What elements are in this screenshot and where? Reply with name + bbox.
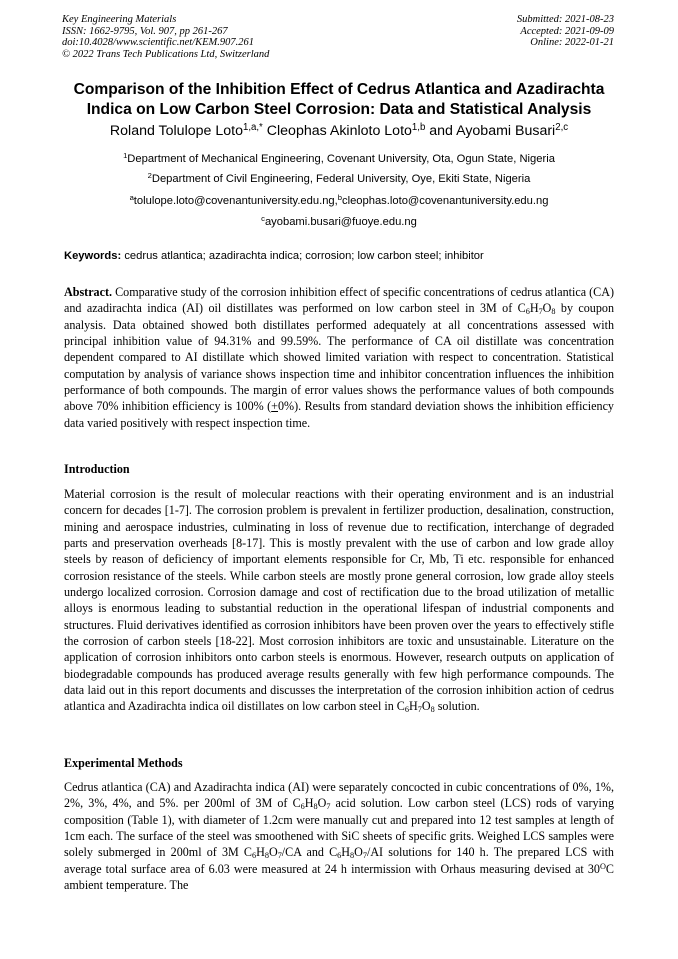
formula-element: H bbox=[341, 845, 350, 860]
email-a-mark: a bbox=[129, 193, 134, 203]
online-date: Online: 2022-01-21 bbox=[530, 37, 614, 48]
formula-sub: 8 bbox=[350, 851, 355, 861]
affiliation-2-mark: 2 bbox=[147, 171, 152, 181]
formula-element: H bbox=[408, 699, 418, 714]
keywords-label: Keywords: bbox=[64, 250, 122, 262]
email-a[interactable]: tolulope.loto@covenantuniversity.edu.ng, bbox=[133, 195, 338, 207]
methods-body bbox=[64, 779, 614, 893]
copyright: © 2022 Trans Tech Publications Ltd, Switzerland bbox=[62, 48, 270, 60]
formula-sub: 7 bbox=[277, 851, 282, 861]
methods-text-4: /AI solutions for 140 h. The prepared LCS with average total surface area of 6.03 were measured at 24 h intermission with Orhaus measuring devised at 30 bbox=[64, 845, 614, 876]
formula-element: H bbox=[256, 845, 265, 860]
email-c-mark: c bbox=[261, 214, 265, 224]
email-b-mark: b bbox=[337, 193, 342, 203]
email-c[interactable]: ayobami.busari@fuoye.edu.ng bbox=[264, 216, 417, 228]
accepted-date: Accepted: 2021-09-09 bbox=[520, 25, 614, 37]
formula-sub: 6 bbox=[252, 851, 257, 861]
methods-text-2: acid solution. Low carbon steel (LCS) rods of varying composition (Table 1), with diameter of 1.2cm were manually cut and prepared into 12 test samples at length of 1cm each. The surface of the steel was smoothened with SiC sheets of specific grits. Weighed LCS samples were solely submerged in 200ml of 3M C bbox=[64, 796, 614, 860]
introduction-text-1: Material corrosion is the result of molecular reactions with their operating environment and is an industrial concern for decades [1-7]. The corrosion problem is prevalent in fertilizer production, desalination, construction, mining and aerospace industries, culminating in loss of revenue due to rectification, interchange of degraded parts and preservation overheads [8-17]. This is mostly prevalent with the use of carbon and low grade alloy steels by reason of deficiency of important elements responsible for Cr, Mb, Ti etc. responsible for enhanced corrosion resistance of the steels. While carbon steels are mostly prone general corrosion, low grade alloy steels undergo localized corrosion. Corrosion damage and cost of rectification due to the broad utilization of metallic alloys is enormous leading to substantial reduction in the operational lifespan of industrial components and structures. Fluid derivatives identified as corrosion inhibitors have been proven over the years to effectively stifle the corrosion of carbon steels [18-22]. Most corrosion inhibitors are toxic and unsustainable. Literature on the application of corrosion inhibitors onto carbon steels is enormous. However, research outputs on application of biodegradable compounds has produced average results generally with few high performance compounds. The data laid out in this report documents and discusses the interpretation of the corrosion inhibition action of cedrus atlantica and Azadirachta indica oil distillates on low carbon steel in C bbox=[64, 487, 614, 714]
formula-element: H bbox=[304, 796, 314, 811]
formula-sub: 7 bbox=[326, 802, 331, 812]
paper-title bbox=[40, 80, 638, 119]
affiliation-2 bbox=[40, 172, 638, 186]
author-1: Roland Tolulope Loto bbox=[109, 123, 243, 139]
journal-name: Key Engineering Materials bbox=[62, 14, 177, 25]
formula-element: O bbox=[354, 845, 363, 860]
introduction-text-2: solution. bbox=[434, 699, 480, 714]
formula-element: O bbox=[421, 699, 431, 714]
author-2-marks: 1,b bbox=[411, 122, 426, 134]
formula-element: H bbox=[529, 301, 539, 316]
keywords-text: cedrus atlantica; azadirachta indica; corrosion; low carbon steel; inhibitor bbox=[124, 250, 484, 262]
affiliation-2-text: Department of Civil Engineering, Federal University, Oye, Ekiti State, Nigeria bbox=[151, 173, 531, 185]
abstract-text-3: 0%). Results from standard deviation shows the inhibition efficiency data varied positively with respect inspection time. bbox=[64, 399, 614, 430]
formula-sub: 7 bbox=[362, 851, 367, 861]
formula-sub: 8 bbox=[313, 802, 318, 812]
formula-sub: 8 bbox=[551, 307, 556, 317]
formula-sub: 6 bbox=[337, 851, 342, 861]
email-line-1 bbox=[40, 194, 638, 208]
introduction-body bbox=[64, 486, 614, 715]
introduction-heading: Introduction bbox=[64, 462, 130, 476]
formula-sub: 6 bbox=[404, 705, 409, 715]
author-1-marks: 1,a,* bbox=[242, 122, 263, 134]
abstract bbox=[64, 284, 614, 431]
abstract-text-1: Comparative study of the corrosion inhibition effect of specific concentrations of cedrus atlantica (CA) and azadirachta indica (AI) oil distillates was performed on low carbon steel in 3M of C bbox=[64, 285, 614, 316]
keywords bbox=[64, 249, 616, 263]
affiliation-1-mark: 1 bbox=[123, 151, 128, 161]
author-2: Cleophas Akinloto Loto bbox=[266, 123, 412, 139]
formula-element: O bbox=[542, 301, 552, 316]
email-b[interactable]: cleophas.loto@covenantuniversity.edu.ng bbox=[341, 195, 549, 207]
author-3: Ayobami Busari bbox=[456, 123, 556, 139]
affiliation-1-text: Department of Mechanical Engineering, Covenant University, Ota, Ogun State, Nigeria bbox=[127, 153, 555, 165]
title-line-2: Indica on Low Carbon Steel Corrosion: Data and Statistical Analysis bbox=[86, 100, 592, 118]
email-line-2 bbox=[40, 215, 638, 229]
issn-volume: ISSN: 1662-9795, Vol. 907, pp 261-267 bbox=[62, 25, 228, 37]
affiliation-1 bbox=[40, 152, 638, 166]
degree-mark: O bbox=[599, 861, 606, 871]
formula-sub: 6 bbox=[300, 802, 305, 812]
title-line-1: Comparison of the Inhibition Effect of Cedrus Atlantica and Azadirachta bbox=[73, 81, 605, 98]
formula-sub: 8 bbox=[264, 851, 269, 861]
dates-header bbox=[517, 14, 614, 49]
abstract-label: Abstract. bbox=[64, 285, 113, 299]
author-3-marks: 2,c bbox=[555, 122, 569, 134]
formula-element: O bbox=[317, 796, 327, 811]
submitted-date: Submitted: 2021-08-23 bbox=[516, 14, 614, 25]
methods-text-5: C ambient temperature. The bbox=[64, 861, 614, 893]
plus-minus-sign: + bbox=[271, 399, 278, 414]
doi: doi:10.4028/www.scientific.net/KEM.907.261 bbox=[62, 37, 254, 48]
methods-heading: Experimental Methods bbox=[64, 756, 183, 770]
formula-sub: 7 bbox=[417, 705, 422, 715]
author-conjunction: and bbox=[429, 123, 453, 139]
formula-sub: 6 bbox=[525, 307, 530, 317]
methods-text-3: /CA and C bbox=[281, 845, 338, 860]
journal-header bbox=[62, 14, 269, 60]
author-list bbox=[40, 122, 638, 140]
formula-element: O bbox=[268, 845, 278, 860]
formula-sub: 8 bbox=[430, 705, 435, 715]
abstract-text-2: by coupon analysis. Data obtained showed both distillates performed adequately at all concentrations assessed with principal inhibition value of 94.31% and 99.59%. The performance of CA oil distillate was concentration dependent compared to AI distillate which showed limited variation with respect to concentration. Statistical computation by analysis of variance shows inspection time and inhibitor concentration influences the inhibition performance of both compounds. The margin of error values shows the performance values of both compounds above 70% inhibition efficiency is 100% ( bbox=[64, 301, 614, 414]
methods-text-1: Cedrus atlantica (CA) and Azadirachta indica (AI) were separately concocted in cubic concentrations of 0%, 1%, 2%, 3%, 4%, and 5%. per 200ml of 3M of C bbox=[64, 780, 614, 811]
formula-sub: 7 bbox=[538, 307, 543, 317]
